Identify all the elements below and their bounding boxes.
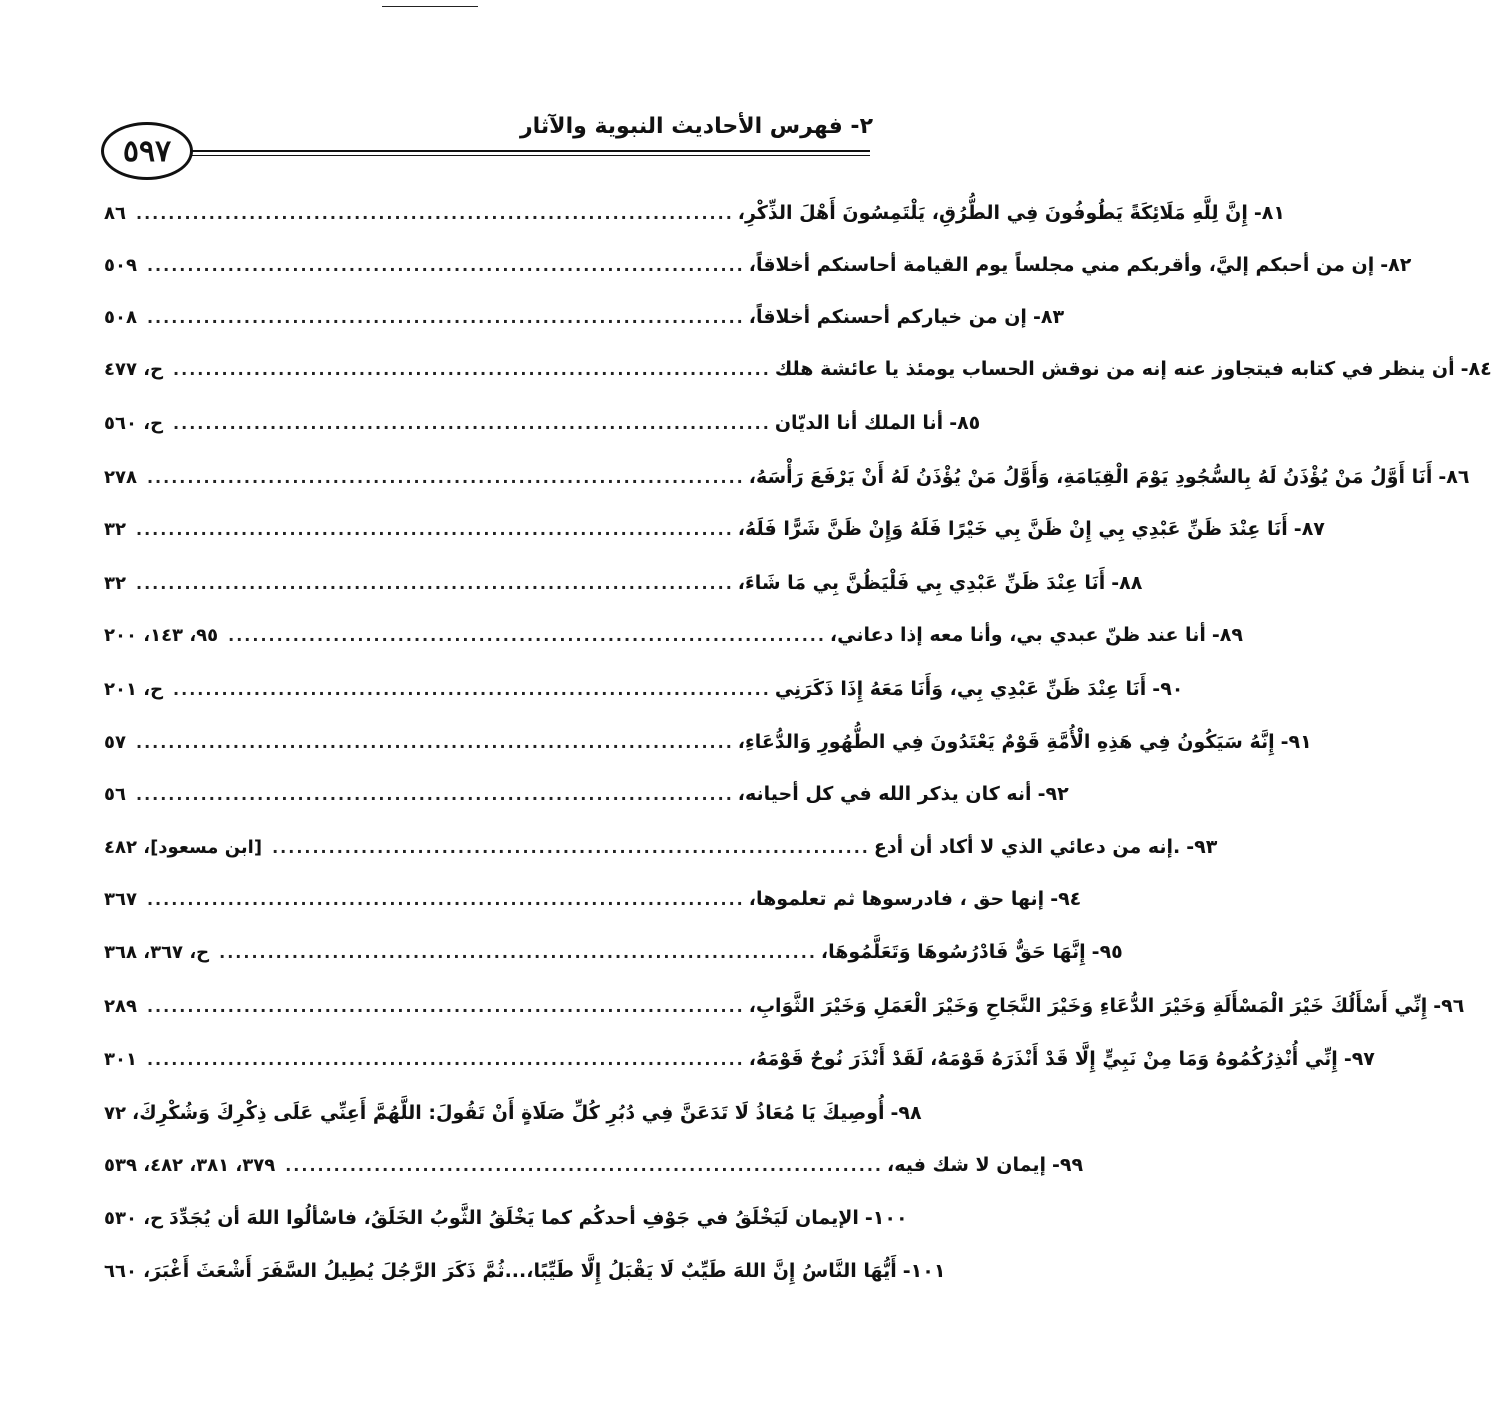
page-reference: [ابن مسعود]، ٤٨٢ xyxy=(104,836,263,858)
leader-dots: .......................................................................... xyxy=(285,1155,883,1175)
entry-text: إِنَّهَا حَقٌّ فَادْرُسُوهَا وَتَعَلَّمُوهَا، xyxy=(820,941,1086,963)
list-item xyxy=(104,671,1184,707)
entry-number: ٨٨- xyxy=(1111,572,1143,594)
entry-number: ٨٧- xyxy=(1293,518,1325,540)
leader-dots: .......................................................................... xyxy=(173,359,771,379)
list-item xyxy=(104,195,1285,231)
section-title: ٢- فهرس الأحاديث النبوية والآثار xyxy=(520,114,873,139)
entry-number: ٩٤- xyxy=(1050,888,1082,910)
page-reference: ح، ٣٦٧، ٣٦٨ xyxy=(104,941,210,963)
list-item xyxy=(104,1147,1084,1183)
entry-text: إيمان لا شك فيه، xyxy=(886,1154,1047,1176)
page-reference: ٧٢ xyxy=(104,1102,126,1124)
entry-number: ٨٤- xyxy=(1460,358,1492,380)
list-item xyxy=(104,1095,922,1131)
list-item xyxy=(104,934,1123,970)
entry-text: أنه كان يذكر الله في كل أحيانه، xyxy=(737,783,1032,805)
entry-text: أَيُّهَا النَّاسُ إِنَّ اللهَ طَيِّبٌ لَا يَقْبَلُ إِلَّا طَيِّبًا،...ثُمَّ ذَكَرَ الرَّجُلَ يُطِيلُ السَّفَرَ أَشْعَثَ أَغْبَرَ، xyxy=(142,1260,897,1282)
page-reference: ٨٦ xyxy=(104,202,126,224)
entry-number: ٩٧- xyxy=(1343,1048,1375,1070)
entry-number: ٩٨- xyxy=(890,1102,922,1124)
page-reference: ٢٨٩ xyxy=(104,995,137,1017)
entry-text: أُوصِيكَ يَا مُعَاذُ لَا تَدَعَنَّ فِي دُبُرِ كُلِّ صَلَاةٍ أَنْ تَقُولَ: اللَّهُمَّ أَعِنِّي عَلَى ذِكْرِكَ وَشُكْرِكَ، xyxy=(131,1102,885,1124)
entry-number: ٩٣- xyxy=(1186,836,1218,858)
leader-dots: .......................................................................... xyxy=(135,784,734,804)
list-item xyxy=(104,1253,946,1289)
entry-text: أَنَا عِنْدَ ظَنِّ عَبْدِي بِي فَلْيَظُنَّ بِي مَا شَاءَ، xyxy=(737,572,1106,594)
entry-text: .إنه من دعائي الذي لا أكاد أن أدع xyxy=(873,836,1181,858)
list-item xyxy=(104,405,981,441)
entry-text: إِنَّ لِلَّهِ مَلَائِكَةً يَطُوفُونَ فِي الطُّرُقِ، يَلْتَمِسُونَ أَهْلَ الذِّكْرِ، xyxy=(737,202,1248,224)
list-item xyxy=(104,1200,908,1236)
list-item xyxy=(104,511,1325,547)
list-item xyxy=(104,724,1312,760)
page-reference: ٥٠٨ xyxy=(104,306,137,328)
page-reference: ٣٧٩، ٣٨١، ٤٨٢، ٥٣٩ xyxy=(104,1154,276,1176)
leader-dots: .......................................................................... xyxy=(228,625,826,645)
entry-text: الإيمان لَيَخْلَقُ في جَوْفِ أحدكُم كما يَخْلَقُ الثَّوبُ الخَلَقُ، فاسْألُوا اللهَ أن يُجَدِّدَ xyxy=(169,1207,859,1229)
entry-text: إن من أحبكم إليَّ، وأقربكم مني مجلساً يوم القيامة أحاسنكم أخلاقاً، xyxy=(748,254,1375,276)
leader-dots: .......................................................................... xyxy=(135,203,734,223)
entry-number: ٨٢- xyxy=(1380,254,1412,276)
page-reference: ٢٧٨ xyxy=(104,466,137,488)
leader-dots: .......................................................................... xyxy=(146,1049,745,1069)
entry-number: ٨٦- xyxy=(1438,466,1470,488)
entry-number: ٨٩- xyxy=(1211,624,1243,646)
list-item xyxy=(104,565,1143,601)
list-item xyxy=(104,299,1065,335)
entry-text: أَنَا عِنْدَ ظَنِّ عَبْدِي بِي، وَأَنَا مَعَهُ إِذَا ذَكَرَنِي xyxy=(774,678,1147,700)
page-reference: ٣٠١ xyxy=(104,1048,137,1070)
list-item xyxy=(104,351,1492,387)
header-rule-thin xyxy=(190,155,870,156)
entry-text: أن ينظر في كتابه فيتجاوز عنه إنه من نوقش الحساب يومئذ يا عائشة هلك xyxy=(774,358,1455,380)
entry-number: ٩٦- xyxy=(1433,995,1465,1017)
entry-text: إِنِّي أُنْذِرُكُمُوهُ وَمَا مِنْ نَبِيٍّ إِلَّا قَدْ أَنْذَرَهُ قَوْمَهُ، لَقَدْ أَنْذَرَ نُوحٌ قَوْمَهُ، xyxy=(748,1048,1338,1070)
list-item xyxy=(104,776,1069,812)
page-reference: ٥٧ xyxy=(104,731,126,753)
entry-text: إنها حق ، فادرسوها ثم تعلموها، xyxy=(748,888,1045,910)
entry-text: إِنَّهُ سَيَكُونُ فِي هَذِهِ الْأُمَّةِ قَوْمٌ يَعْتَدُونَ فِي الطُّهُورِ وَالدُّعَاءِ، xyxy=(737,731,1275,753)
page-reference: ٥٦ xyxy=(104,783,126,805)
list-item xyxy=(104,881,1082,917)
entry-number: ٩١- xyxy=(1280,731,1312,753)
leader-dots: .......................................................................... xyxy=(146,255,745,275)
page-reference: ٦٦٠ xyxy=(104,1260,137,1282)
entry-number: ٩٢- xyxy=(1037,783,1069,805)
page-header xyxy=(0,100,973,190)
list-item xyxy=(104,1041,1375,1077)
header-rule xyxy=(190,150,870,152)
leader-dots: .......................................................................... xyxy=(219,942,817,962)
entry-text: أَنَا عِنْدَ ظَنِّ عَبْدِي بِي إِنْ ظَنَّ بِي خَيْرًا فَلَهُ وَإِنْ ظَنَّ شَرًّا فَلَهُ، xyxy=(737,518,1288,540)
entry-number: ٨٥- xyxy=(949,412,981,434)
top-rule xyxy=(382,6,478,7)
list-item xyxy=(104,247,1412,283)
leader-dots: .......................................................................... xyxy=(135,573,734,593)
list-item xyxy=(104,829,1218,865)
leader-dots: .......................................................................... xyxy=(135,732,734,752)
page-reference: ح، ٤٧٧ xyxy=(104,358,164,380)
leader-dots: .......................................................................... xyxy=(173,679,771,699)
entry-text: أنا عند ظنّ عبدي بي، وأنا معه إذا دعاني، xyxy=(829,624,1206,646)
page-reference: ح، ٥٣٠ xyxy=(104,1207,164,1229)
list-item xyxy=(104,617,1243,653)
entry-number: ٩٥- xyxy=(1091,941,1123,963)
page-reference: ٩٥، ١٤٣، ٢٠٠ xyxy=(104,624,219,646)
entry-text: أنا الملك أنا الديّان xyxy=(774,412,944,434)
leader-dots: .......................................................................... xyxy=(146,996,745,1016)
page-reference: ح، ٢٠١ xyxy=(104,678,164,700)
page-number: ٥٩٧ xyxy=(101,122,193,180)
entry-number: ٩٩- xyxy=(1052,1154,1084,1176)
page-reference: ح، ٥٦٠ xyxy=(104,412,164,434)
page-reference: ٥٠٩ xyxy=(104,254,137,276)
list-item xyxy=(104,988,1465,1024)
page-reference: ٣٦٧ xyxy=(104,888,137,910)
leader-dots: .......................................................................... xyxy=(146,467,745,487)
entry-number: ١٠٠- xyxy=(864,1207,908,1229)
list-item xyxy=(104,459,1470,495)
leader-dots: .......................................................................... xyxy=(146,307,745,327)
entry-number: ٨١- xyxy=(1253,202,1285,224)
leader-dots: .......................................................................... xyxy=(173,413,771,433)
leader-dots: .......................................................................... xyxy=(135,519,734,539)
entry-text: أَنَا أَوَّلُ مَنْ يُؤْذَنُ لَهُ بِالسُّجُودِ يَوْمَ الْقِيَامَةِ، وَأَوَّلُ مَنْ يُؤْذَنُ لَهُ أَنْ يَرْفَعَ رَأْسَهُ، xyxy=(748,466,1433,488)
leader-dots: .......................................................................... xyxy=(146,889,745,909)
entry-number: ٩٠- xyxy=(1152,678,1184,700)
entry-number: ١٠١- xyxy=(902,1260,946,1282)
entry-text: إن من خياركم أحسنكم أخلاقاً، xyxy=(748,306,1027,328)
page-reference: ٣٢ xyxy=(104,572,126,594)
page-reference: ٣٢ xyxy=(104,518,126,540)
entry-text: إِنِّي أَسْأَلُكَ خَيْرَ الْمَسْأَلَةِ وَخَيْرَ الدُّعَاءِ وَخَيْرَ النَّجَاحِ وَخَيْرَ الْعَمَلِ وَخَيْرَ الثَّوَابِ، xyxy=(748,995,1428,1017)
entry-number: ٨٣- xyxy=(1032,306,1065,328)
leader-dots: .......................................................................... xyxy=(272,837,870,857)
